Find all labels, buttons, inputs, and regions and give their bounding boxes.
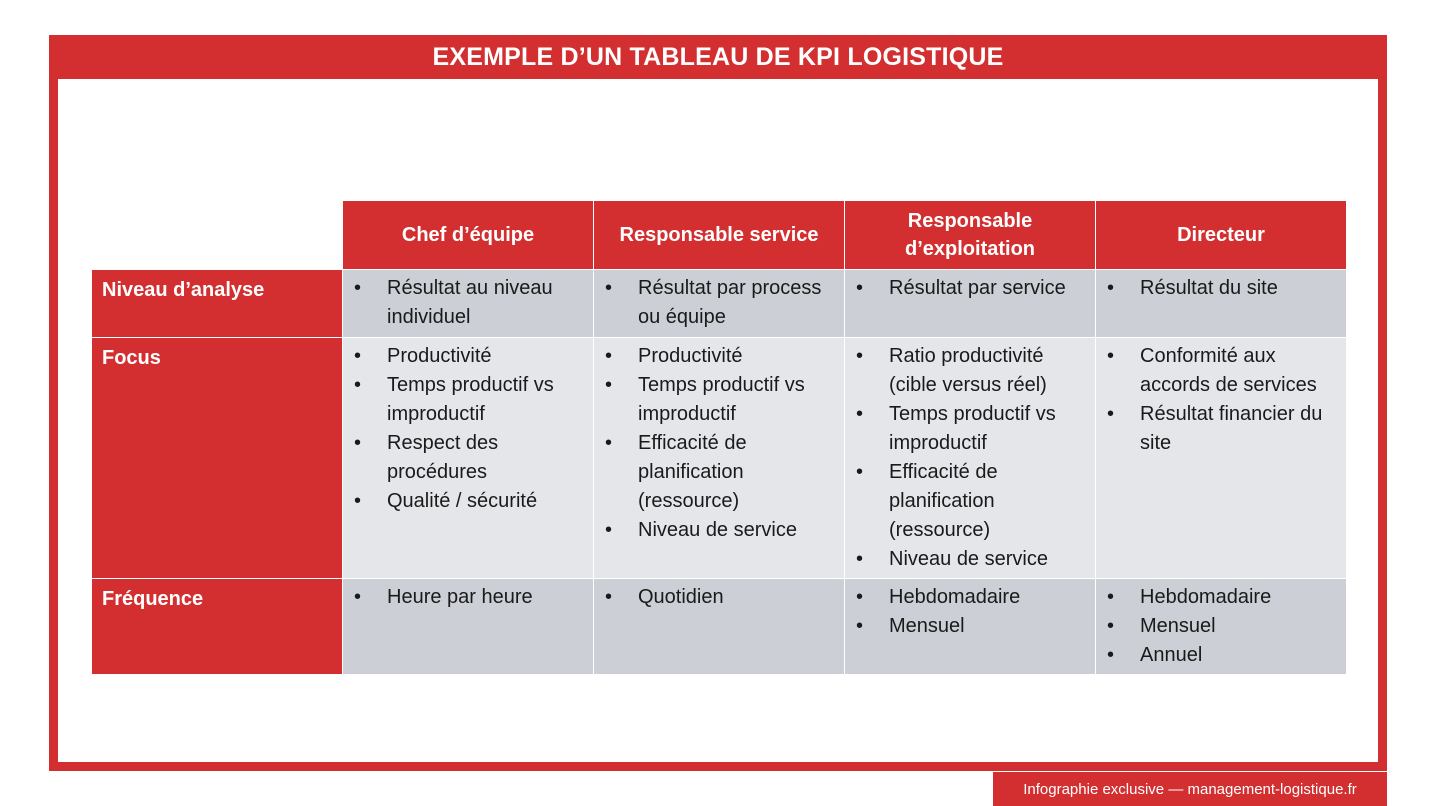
infographic-content bbox=[58, 79, 1378, 798]
bullet-list bbox=[602, 583, 836, 612]
list-item: • Heure par heure bbox=[351, 583, 585, 612]
list-item: • Temps productif vs improductif bbox=[351, 371, 585, 429]
bullet-list bbox=[351, 342, 585, 516]
list-item: • Qualité / sécurité bbox=[351, 487, 585, 516]
table-cell bbox=[845, 579, 1096, 675]
row-header-focus: Focus bbox=[92, 338, 343, 579]
list-item: • Hebdomadaire bbox=[853, 583, 1087, 612]
table-cell bbox=[343, 579, 594, 675]
list-item: • Mensuel bbox=[1104, 612, 1338, 641]
table-cell bbox=[845, 338, 1096, 579]
bullet-list bbox=[602, 342, 836, 545]
bullet-list bbox=[351, 583, 585, 612]
list-item: • Résultat du site bbox=[1104, 274, 1338, 303]
list-item: • Résultat par process ou équipe bbox=[602, 274, 836, 332]
column-header-directeur: Directeur bbox=[1096, 201, 1347, 270]
list-item: • Résultat par service bbox=[853, 274, 1087, 303]
list-item: • Niveau de service bbox=[602, 516, 836, 545]
header-empty-cell bbox=[92, 201, 343, 270]
list-item: • Niveau de service bbox=[853, 545, 1087, 574]
list-item: • Conformité aux accords de services bbox=[1104, 342, 1338, 400]
list-item: • Efficacité de planification (ressource) bbox=[853, 458, 1087, 545]
table-cell bbox=[1096, 338, 1347, 579]
table-cell bbox=[1096, 579, 1347, 675]
row-header-frequence: Fréquence bbox=[92, 579, 343, 675]
table-cell bbox=[594, 338, 845, 579]
table-cell bbox=[594, 270, 845, 338]
list-item: • Mensuel bbox=[853, 612, 1087, 641]
row-header-niveau-analyse: Niveau d’analyse bbox=[92, 270, 343, 338]
list-item: • Annuel bbox=[1104, 641, 1338, 670]
list-item: • Efficacité de planification (ressource) bbox=[602, 429, 836, 516]
list-item: • Ratio productivité (cible versus réel) bbox=[853, 342, 1087, 400]
bullet-list bbox=[1104, 274, 1338, 303]
list-item: • Temps productif vs improductif bbox=[602, 371, 836, 429]
list-item: • Quotidien bbox=[602, 583, 836, 612]
bullet-list bbox=[853, 342, 1087, 574]
bullet-list bbox=[602, 274, 836, 332]
infographic-frame bbox=[49, 35, 1387, 798]
table-cell bbox=[343, 338, 594, 579]
credit-banner: Infographie exclusive — management-logistique.fr bbox=[993, 772, 1387, 806]
table-cell bbox=[343, 270, 594, 338]
list-item: • Résultat au niveau individuel bbox=[351, 274, 585, 332]
table-row-niveau-analyse bbox=[92, 270, 1347, 338]
infographic-title: EXEMPLE D’UN TABLEAU DE KPI LOGISTIQUE bbox=[432, 42, 1004, 71]
table-cell bbox=[594, 579, 845, 675]
table-cell bbox=[1096, 270, 1347, 338]
list-item: • Productivité bbox=[602, 342, 836, 371]
column-header-responsable-service: Responsable service bbox=[594, 201, 845, 270]
list-item: • Résultat financier du site bbox=[1104, 400, 1338, 458]
table-cell bbox=[845, 270, 1096, 338]
kpi-table bbox=[91, 200, 1347, 675]
column-header-chef-equipe: Chef d’équipe bbox=[343, 201, 594, 270]
table-row-focus bbox=[92, 338, 1347, 579]
bullet-list bbox=[853, 274, 1087, 303]
bullet-list bbox=[853, 583, 1087, 641]
list-item: • Temps productif vs improductif bbox=[853, 400, 1087, 458]
list-item: • Productivité bbox=[351, 342, 585, 371]
bullet-list bbox=[1104, 342, 1338, 458]
table-row-frequence bbox=[92, 579, 1347, 675]
list-item: • Respect des procédures bbox=[351, 429, 585, 487]
list-item: • Hebdomadaire bbox=[1104, 583, 1338, 612]
table-header-row bbox=[92, 201, 1347, 270]
bullet-list bbox=[351, 274, 585, 332]
bullet-list bbox=[1104, 583, 1338, 670]
column-header-responsable-exploitation: Responsable d’exploitation bbox=[845, 201, 1096, 270]
